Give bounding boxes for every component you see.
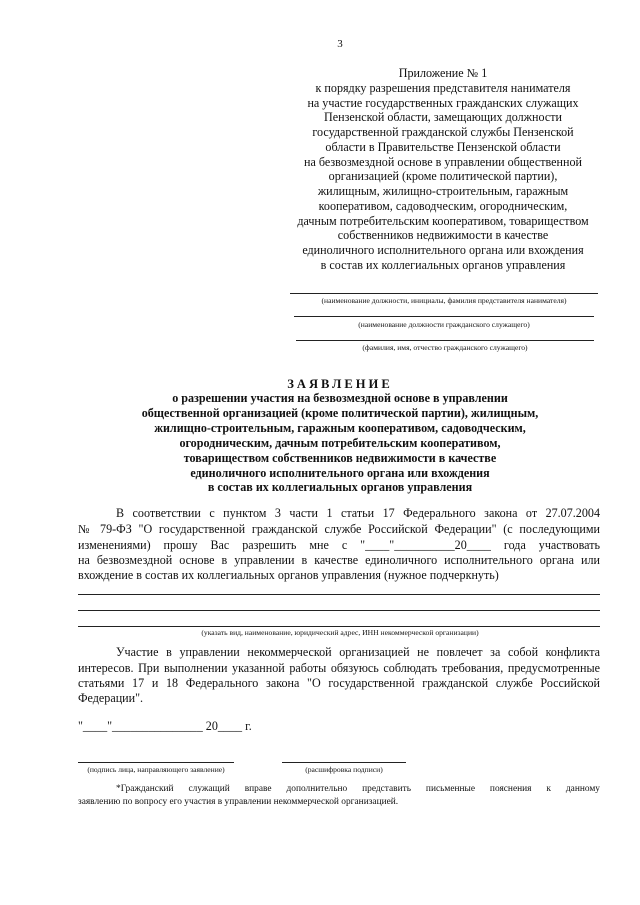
body-paragraph-line: на безвозмездной основе в управлении в качестве единоличного исполнительного органа или: [78, 553, 600, 567]
appendix-line: кооперативом, садоводческим, огородническим,: [318, 198, 568, 213]
employee-position-line[interactable]: [294, 316, 594, 317]
body-paragraph-line: Участие в управлении некоммерческой организацией не повлечет за собой конфликта: [116, 645, 600, 659]
footnote-line: заявлению по вопросу его участия в управлении некоммерческой организацией.: [78, 797, 399, 807]
organization-line[interactable]: [78, 626, 600, 627]
employer-representative-caption: (наименование должности, инициалы, фамилия представителя нанимателя): [321, 296, 567, 305]
body-paragraph-line: № 79-ФЗ "О государственной гражданской службе Российской Федерации" (с последующими: [78, 522, 600, 536]
signature-decoding-line[interactable]: [282, 762, 406, 763]
body-paragraph-line: В соответствии с пунктом 3 части 1 статьи 17 Федерального закона от 27.07.2004: [116, 506, 600, 520]
document-title: ЗАЯВЛЕНИЕ: [287, 377, 393, 391]
body-paragraph-line: Федерации".: [78, 691, 144, 705]
organization-line[interactable]: [78, 610, 600, 611]
document-subject: [100, 391, 580, 495]
appendix-header: [282, 66, 604, 273]
date-field[interactable]: "____"_______________ 20____ г.: [78, 719, 252, 733]
appendix-line: дачным потребительским кооперативом, товариществом: [297, 213, 589, 228]
appendix-line: в состав их коллегиальных органов управления: [320, 257, 566, 272]
appendix-line: на безвозмездной основе в управлении общественной: [304, 154, 582, 169]
signature-decoding-caption: (расшифровка подписи): [305, 765, 383, 774]
employee-name-caption: (фамилия, имя, отчество гражданского служащего): [362, 343, 528, 352]
subject-line: товариществом собственников недвижимости в качестве: [183, 450, 497, 465]
organization-caption: (указать вид, наименование, юридический адрес, ИНН некоммерческой организации): [201, 628, 479, 637]
body-paragraph-line: интересов. При выполнении указанной работы обязуюсь соблюдать требования, предусмотренные: [78, 661, 600, 675]
body-paragraph-line: статьями 17 и 18 Федерального закона "О государственной гражданской службе Российской: [78, 676, 600, 690]
appendix-line: жилищным, жилищно-строительным, гаражным: [317, 184, 569, 198]
footnote-line: *Гражданский служащий вправе дополнительно представить письменные пояснения к данному: [116, 784, 600, 794]
signature-caption: (подпись лица, направляющего заявление): [87, 765, 225, 774]
signature-line[interactable]: [78, 762, 234, 763]
employee-position-caption: (наименование должности гражданского служащего): [358, 320, 530, 329]
subject-line: общественной организацией (кроме политической партии), жилищным,: [141, 405, 539, 420]
appendix-line: единоличного исполнительного органа или вхождения: [302, 243, 584, 257]
appendix-line: организацией (кроме политической партии),: [328, 169, 558, 184]
appendix-line: Приложение № 1: [398, 66, 488, 80]
appendix-line: к порядку разрешения представителя нанимателя: [315, 80, 571, 95]
subject-line: о разрешении участия на безвозмездной основе в управлении: [172, 391, 508, 405]
subject-line: единоличного исполнительного органа или вхождения: [190, 465, 490, 480]
page-number: 3: [337, 38, 343, 50]
employee-name-line[interactable]: [296, 340, 594, 341]
appendix-line: государственной гражданской службы Пензенской: [312, 125, 574, 139]
subject-line: жилищно-строительным, гаражным кооперативом, садоводческим,: [154, 420, 526, 435]
subject-line: в состав их коллегиальных органов управления: [207, 480, 473, 495]
appendix-line: собственников недвижимости в качестве: [337, 228, 549, 243]
appendix-line: области в Правительстве Пензенской области: [325, 139, 561, 154]
body-paragraph-line: вхождение в состав их коллегиальных органов управления (нужное подчеркнуть): [78, 568, 499, 582]
organization-line[interactable]: [78, 594, 600, 595]
subject-line: огородническим, дачным потребительским кооперативом,: [179, 435, 501, 450]
appendix-line: на участие государственных гражданских служащих: [307, 95, 579, 110]
employer-representative-line[interactable]: [290, 293, 598, 294]
appendix-line: Пензенской области, замещающих должности: [324, 110, 562, 125]
body-paragraph-line: изменениями) прошу Вас разрешить мне с "____"__________20____ года участвовать: [78, 538, 600, 552]
